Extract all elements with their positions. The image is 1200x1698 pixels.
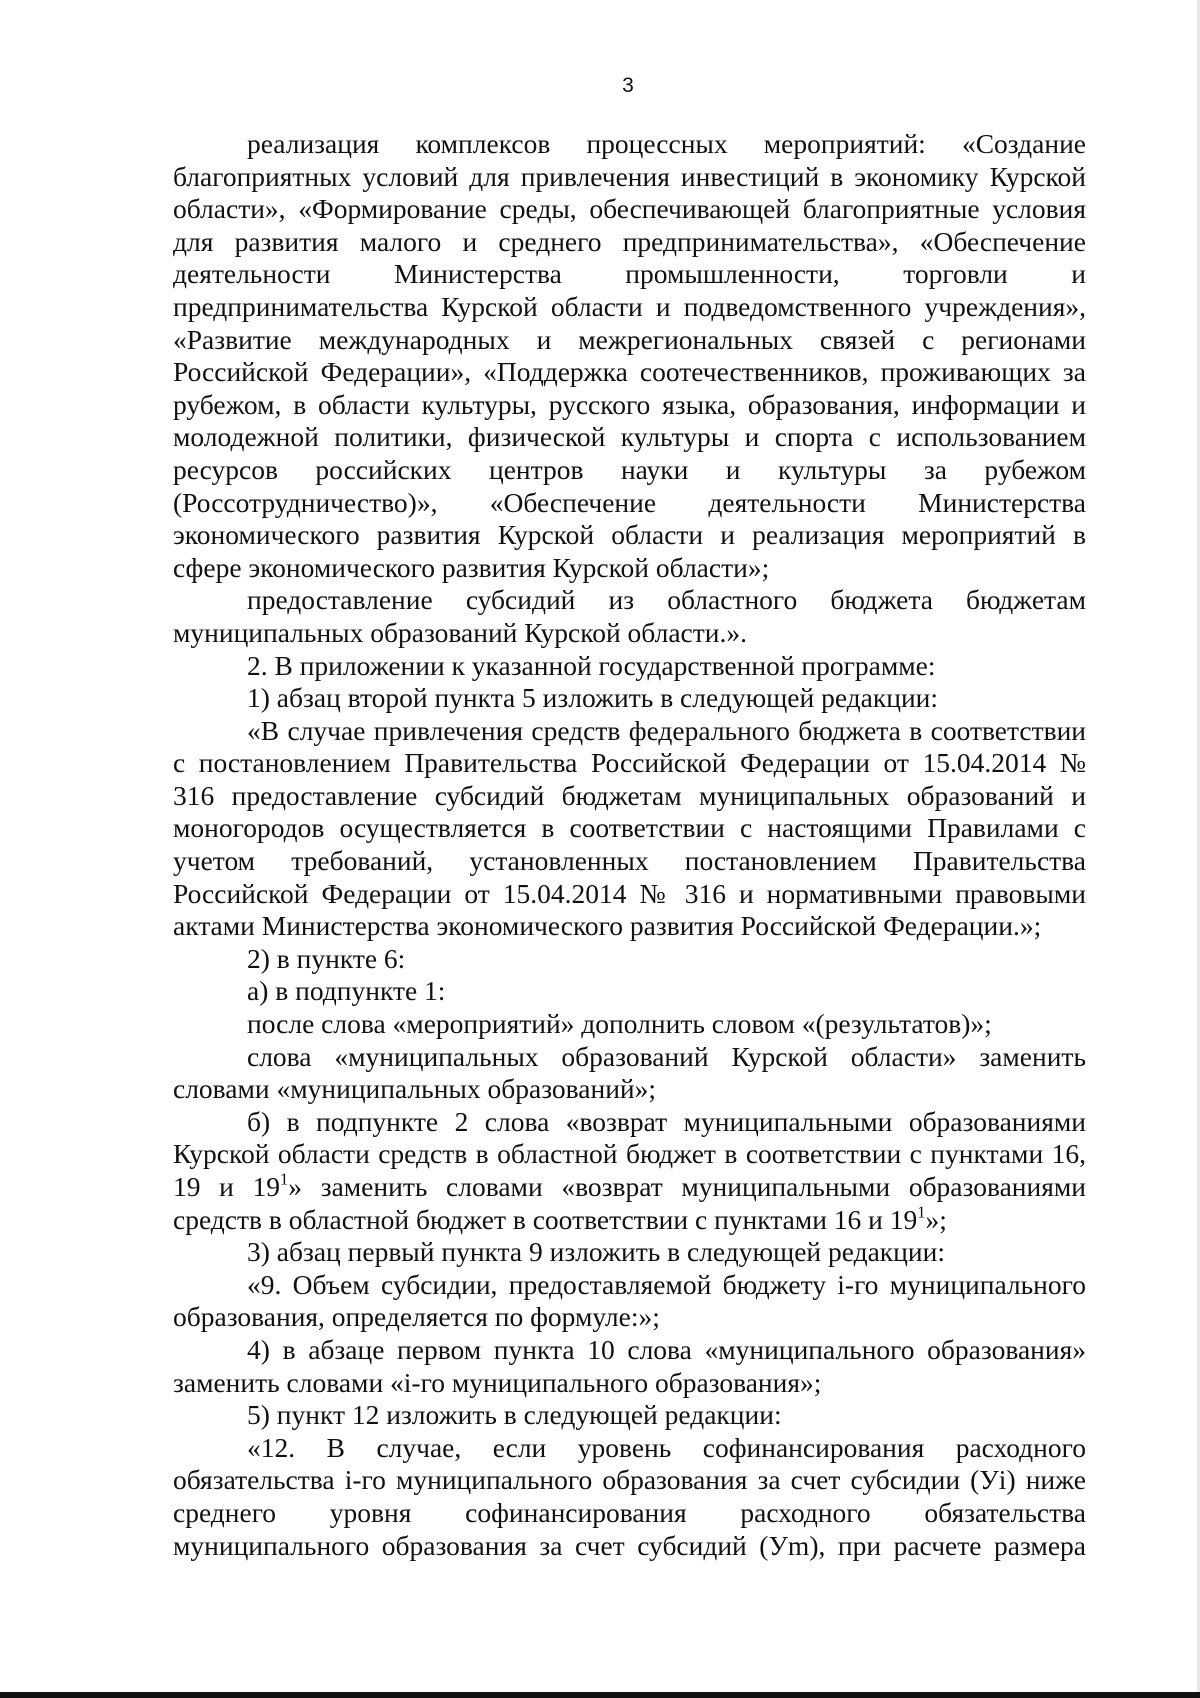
paragraph: а) в подпункте 1: bbox=[247, 975, 446, 1007]
document-body bbox=[173, 128, 1086, 1562]
paragraph: «12. В случае, если уровень софинансирования расходного обязательства i-го муниципального образования за счет субсидии (Уi) ниже среднего уровня софинансирования расходного обязательства муниципального образования за счет субсидий (Уm), при расчете размера bbox=[173, 1431, 1086, 1561]
paragraph: 5) пункт 12 изложить в следующей редакции: bbox=[247, 1399, 782, 1431]
paragraph: 1) абзац второй пункта 5 изложить в следующей редакции: bbox=[247, 682, 939, 714]
paragraph: 2) в пункте 6: bbox=[247, 942, 406, 974]
paragraph: 4) в абзаце первом пункта 10 слова «муниципального образования» заменить словами «i-го муниципального образования»; bbox=[173, 1333, 1086, 1398]
paragraph-part: »; bbox=[925, 1203, 947, 1235]
paragraph: 3) абзац первый пункта 9 изложить в следующей редакции: bbox=[247, 1236, 945, 1268]
paragraph: предоставление субсидий из областного бюджета бюджетам муниципальных образований Курской области.». bbox=[173, 584, 1086, 648]
scan-edge-bottom bbox=[0, 1692, 1200, 1698]
paragraph-part: » заменить словами «возврат муниципальными образованиями средств в областной бюджет в соответствии с пунктами 16 и 19 bbox=[173, 1171, 1086, 1235]
page-number: 3 bbox=[622, 74, 634, 97]
paragraph: реализация комплексов процессных мероприятий: «Создание благоприятных условий для привлечения инвестиций в экономику Курской области», «Формирование среды, обеспечивающей благоприятные условия для развития малого и среднего предпринимательства», «Обеспечение деятельности Министерства промышленности, торговли и предпринимательства Курской области и подведомственного учреждения», «Развитие международных и межрегиональных связей с регионами Российской Федерации», «Поддержка соотечественников, проживающих за рубежом, в области культуры, русского языка, образования, информации и молодежной политики, физической культуры и спорта с использованием ресурсов российских центров науки и культуры за рубежом (Россотрудничество)», «Обеспечение деятельности Министерства экономического развития Курской области и реализация мероприятий в сфере экономического развития Курской области»; bbox=[173, 128, 1086, 583]
paragraph-with-superscripts bbox=[173, 1106, 1086, 1236]
paragraph: «В случае привлечения средств федерального бюджета в соответствии с постановлением Правительства Российской Федерации от 15.04.2014 № 316 предоставление субсидий бюджетам муниципальных образований и моногородов осуществляется в соответствии с настоящими Правилами с учетом требований, установленных постановлением Правительства Российской Федерации от 15.04.2014 № 316 и нормативными правовыми актами Министерства экономического развития Российской Федерации.»; bbox=[173, 714, 1086, 942]
paragraph-part: б) в подпункте 2 слова «возврат муниципальными образованиями Курской области средств в областной бюджет в соответствии с пунктами 16, 19 и 19 bbox=[173, 1105, 1086, 1202]
paragraph: 2. В приложении к указанной государственной программе: bbox=[247, 649, 936, 681]
paragraph: слова «муниципальных образований Курской области» заменить словами «муниципальных образований»; bbox=[173, 1040, 1086, 1105]
superscript: 1 bbox=[917, 1202, 926, 1222]
paragraph: «9. Объем субсидии, предоставляемой бюджету i-го муниципального образования, определяется по формуле:»; bbox=[173, 1268, 1086, 1333]
superscript: 1 bbox=[280, 1169, 289, 1189]
paragraph: после слова «мероприятий» дополнить словом «(результатов)»; bbox=[247, 1008, 992, 1040]
